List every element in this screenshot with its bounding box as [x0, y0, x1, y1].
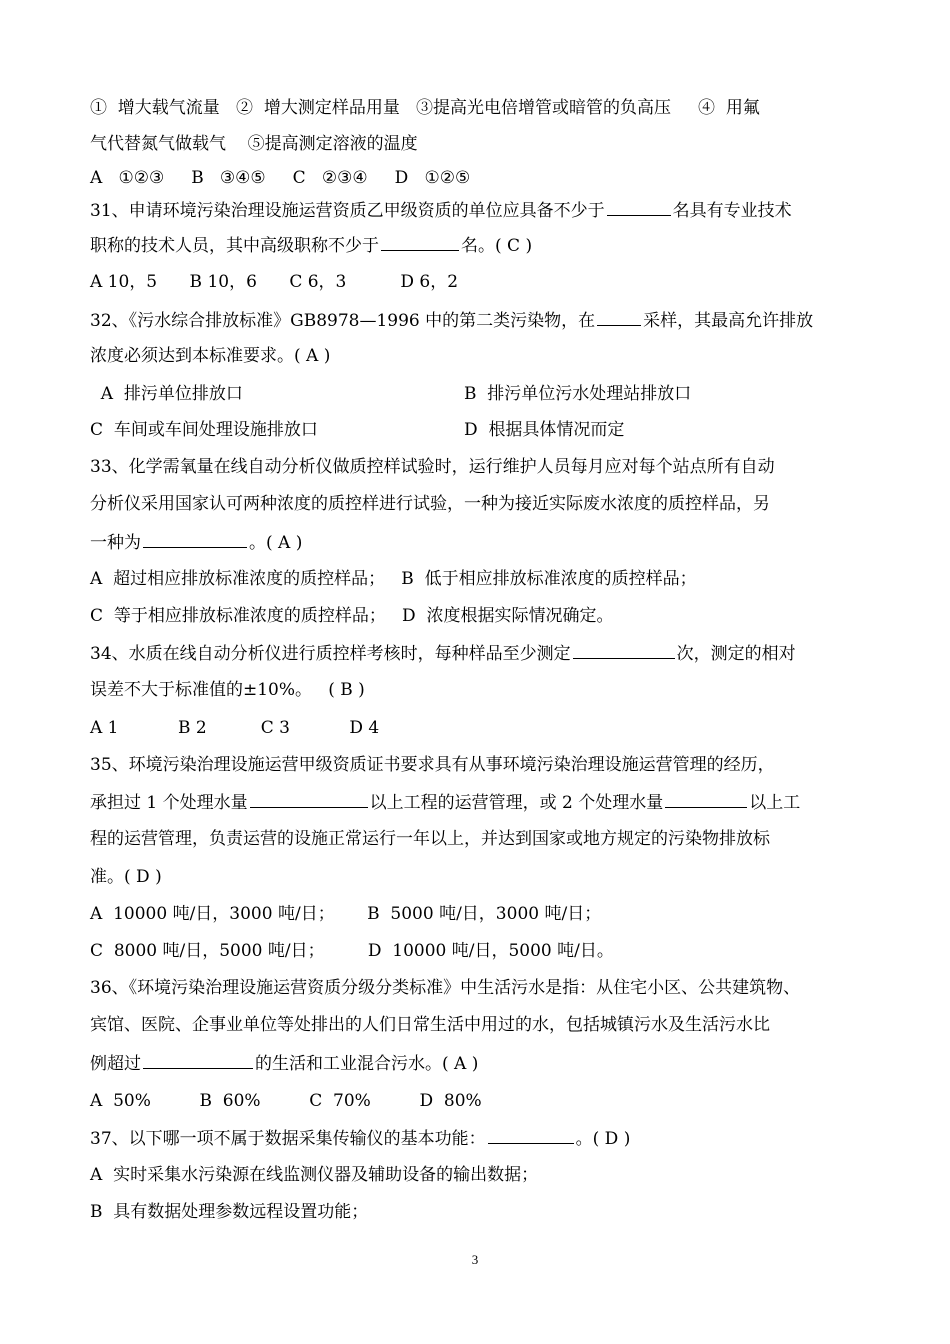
q34-line-1: 34、水质在线自动分析仪进行质控样考核时，每种样品至少测定 次，测定的相对 [90, 641, 870, 666]
q31-line-2: 职称的技术人员，其中高级职称不少于 名。( C ) [90, 233, 870, 258]
q37-option-a: A 实时采集水污染源在线监测仪器及辅助设备的输出数据； [90, 1165, 539, 1185]
q33-line-1: 33、化学需氧量在线自动分析仪做质控样试验时，运行维护人员每月应对每个站点所有自动 [90, 457, 775, 477]
q34-options: A 1 B 2 C 3 D 4 [90, 718, 380, 738]
q31-blank-1[interactable] [607, 198, 671, 216]
q36-line-2: 宾馆、医院、企事业单位等处排出的人们日常生活中用过的水，包括城镇污水及生活污水比 [90, 1015, 770, 1035]
q34-blank[interactable] [573, 641, 675, 659]
q37-blank[interactable] [488, 1126, 574, 1144]
q35-blank-1[interactable] [250, 790, 368, 808]
q32-option-a: A 排污单位排放口 [90, 384, 243, 404]
q35-line-4: 准。( D ) [90, 867, 162, 887]
q34-line-2: 误差不大于标准值的±10%。 ( B ) [90, 680, 365, 700]
q36-options: A 50% B 60% C 70% D 80% [90, 1091, 482, 1111]
q32-option-d: D 根据具体情况而定 [464, 420, 625, 440]
q33-options-ab: A 超过相应排放标准浓度的质控样品； B 低于相应排放标准浓度的质控样品； [90, 569, 697, 589]
q35-options-cd: C 8000 吨/日，5000 吨/日； D 10000 吨/日，5000 吨/日。 [90, 941, 614, 961]
q35-line-2: 承担过 1 个处理水量 以上工程的运营管理，或 2 个处理水量 以上工 [90, 790, 870, 815]
q32-option-b: B 排污单位污水处理站排放口 [464, 384, 692, 404]
q35-options-ab: A 10000 吨/日，3000 吨/日； B 5000 吨/日，3000 吨/日； [90, 904, 602, 924]
q36-line-1: 36、《环境污染治理设施运营资质分级分类标准》中生活污水是指：从住宅小区、公共建筑物、 [90, 978, 801, 998]
q33-options-cd: C 等于相应排放标准浓度的质控样品； D 浓度根据实际情况确定。 [90, 606, 614, 626]
q36-line-3: 例超过 的生活和工业混合污水。( A ) [90, 1051, 870, 1076]
q32-line-2: 浓度必须达到本标准要求。( A ) [90, 346, 331, 366]
q33-line-2: 分析仪采用国家认可两种浓度的质控样进行试验，一种为接近实际废水浓度的质控样品，另 [90, 494, 770, 514]
q36-blank[interactable] [143, 1051, 253, 1069]
q30-line-2: 气代替氮气做载气 ⑤提高测定溶液的温度 [90, 134, 418, 154]
q32-blank[interactable] [597, 308, 641, 326]
q37-option-b: B 具有数据处理参数远程设置功能； [90, 1202, 369, 1222]
q35-line-1: 35、环境污染治理设施运营甲级资质证书要求具有从事环境污染治理设施运营管理的经历， [90, 755, 775, 775]
q35-line-3: 程的运营管理，负责运营的设施正常运行一年以上，并达到国家或地方规定的污染物排放标 [90, 829, 770, 849]
q33-blank[interactable] [143, 530, 247, 548]
q31-options: A 10，5 B 10，6 C 6，3 D 6，2 [90, 272, 459, 292]
q37-line-1: 37、以下哪一项不属于数据采集传输仪的基本功能： 。( D ) [90, 1126, 870, 1151]
q31-line-1: 31、申请环境污染治理设施运营资质乙甲级资质的单位应具备不少于 名具有专业技术 [90, 198, 870, 223]
q33-line-3: 一种为 。( A ) [90, 530, 870, 555]
q31-blank-2[interactable] [381, 233, 459, 251]
page-number: 3 [471, 1252, 479, 1267]
q30-options: A ①②③ B ③④⑤ C ②③④ D ①②⑤ [90, 168, 471, 188]
q32-line-1: 32、《污水综合排放标准》GB8978—1996 中的第二类污染物，在 采样，其最高允许排放 [90, 308, 870, 333]
q35-blank-2[interactable] [665, 790, 747, 808]
q30-line-1: ① 增大载气流量 ② 增大测定样品用量 ③提高光电倍增管或暗管的负高压 ④ 用氟 [90, 98, 760, 118]
q32-option-c: C 车间或车间处理设施排放口 [90, 420, 318, 440]
